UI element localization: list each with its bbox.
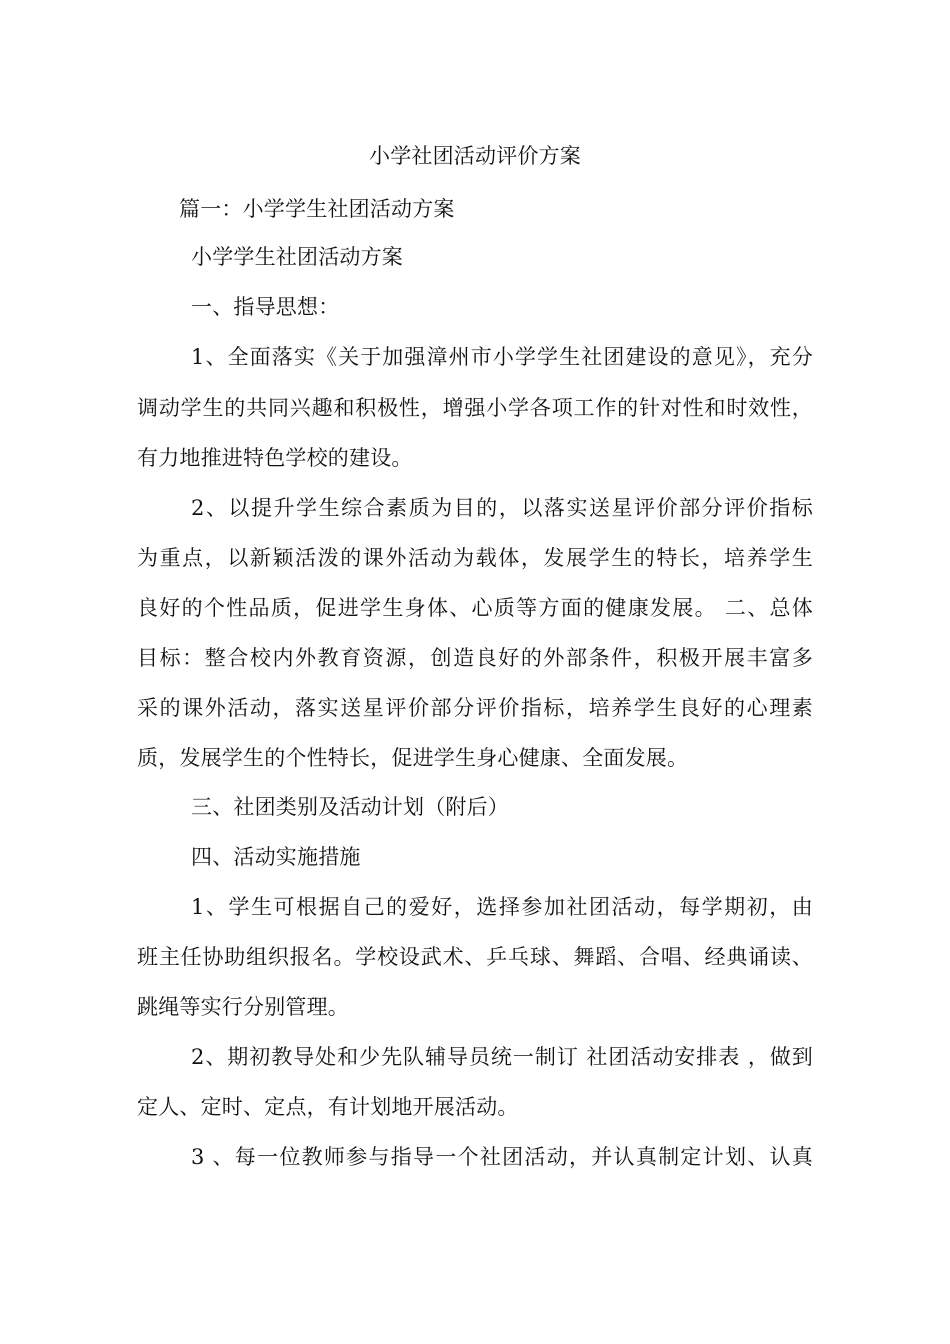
paragraph-line: 2、以提升学生综合素质为目的，以落实送星评价部分评价指标: [191, 496, 813, 520]
paragraph-line: 3 、每一位教师参与指导一个社团活动，并认真制定计划、认真: [191, 1145, 813, 1169]
paragraph-line: 跳绳等实行分别管理。: [137, 995, 349, 1019]
paragraph-line: 调动学生的共同兴趣和积极性，增强小学各项工作的针对性和时效性，: [137, 396, 813, 420]
document-subtitle: 篇一：小学学生社团活动方案: [179, 197, 455, 221]
paragraph-line: 2、期初教导处和少先队辅导员统一制订 社团活动安排表 ，做到: [191, 1045, 813, 1069]
document-title: 小学社团活动评价方案: [369, 144, 581, 168]
paragraph-line: 质，发展学生的个性特长，促进学生身心健康、全面发展。: [137, 746, 689, 770]
paragraph-line: 1、学生可根据自己的爱好，选择参加社团活动，每学期初，由: [191, 895, 813, 919]
paragraph-line: 有力地推进特色学校的建设。: [137, 446, 413, 470]
section-heading-club-categories: 三、社团类别及活动计划（附后）: [191, 795, 509, 819]
paragraph-line: 定人、定时、定点，有计划地开展活动。: [137, 1095, 519, 1119]
paragraph-line: 采的课外活动，落实送星评价部分评价指标，培养学生良好的心理素: [137, 696, 813, 720]
paragraph-line: 目标：整合校内外教育资源，创造良好的外部条件，积极开展丰富多: [137, 646, 813, 670]
section-heading-implementation: 四、活动实施措施: [191, 845, 361, 869]
section-heading-guiding-ideology: 一、指导思想：: [191, 295, 340, 319]
paragraph-line: 良好的个性品质，促进学生身体、心质等方面的健康发展。 二、总体: [137, 596, 813, 620]
paragraph-line: 1、全面落实《关于加强漳州市小学学生社团建设的意见》，充分: [191, 345, 813, 369]
paragraph-line: 班主任协助组织报名。学校设武术、乒乓球、舞蹈、合唱、经典诵读、: [137, 945, 813, 969]
paragraph-line: 为重点，以新颖活泼的课外活动为载体，发展学生的特长，培养学生: [137, 546, 813, 570]
document-heading: 小学学生社团活动方案: [191, 245, 403, 269]
